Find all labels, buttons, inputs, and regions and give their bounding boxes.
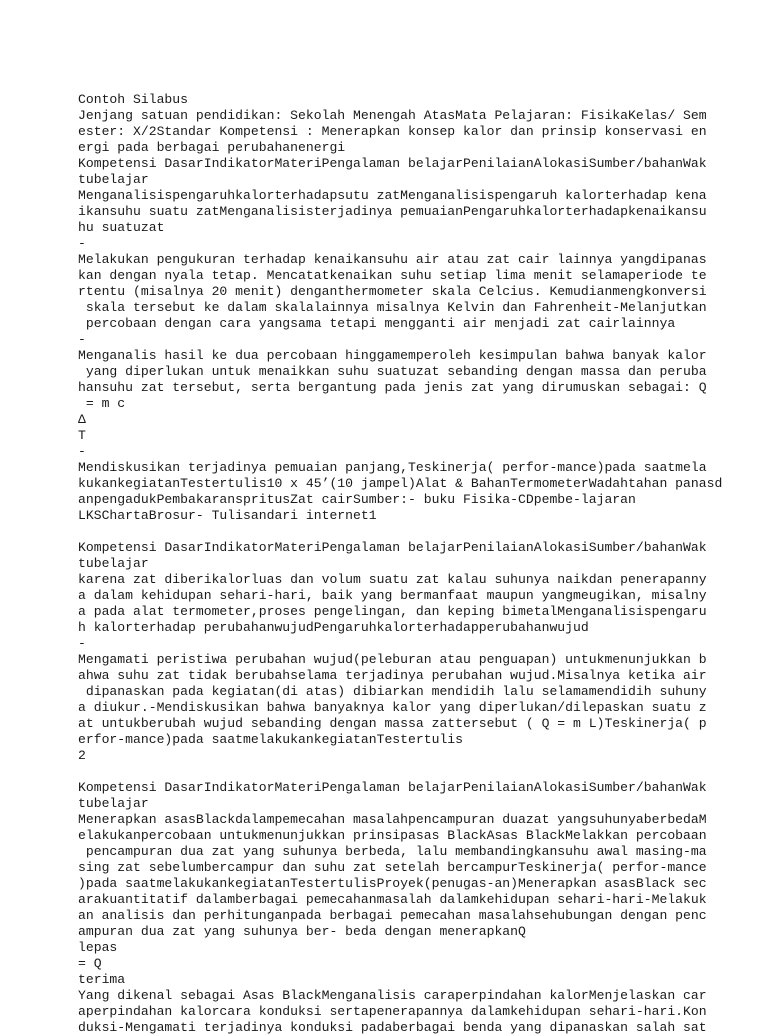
text-line: kan dengan nyala tetap. Mencatatkenaikan suhu setiap lima menit selamaperiode te <box>78 268 707 283</box>
text-line: Kompetensi DasarIndikatorMateriPengalaman belajarPenilaianAlokasiSumber/bahanWak <box>78 780 707 795</box>
text-line: Δ <box>78 412 86 427</box>
text-line: - <box>78 444 86 459</box>
text-line: a dalam kehidupan sehari-hari, baik yang bermanfaat maupun yangmeugikan, misalny <box>78 588 707 603</box>
text-line: Melakukan pengukuran terhadap kenaikansuhu air atau zat cair lainnya yangdipanas <box>78 252 707 267</box>
text-line: an analisis dan perhitunganpada berbagai pemecahan masalahsehubungan dengan penc <box>78 908 707 923</box>
text-line: terima <box>78 972 126 987</box>
text-line: Contoh Silabus <box>78 92 189 107</box>
text-line: ikansuhu suatu zatMenganalisisterjadinya pemuaianPengaruhkalorterhadapkenaikansu <box>78 204 707 219</box>
text-line: aperpindahan kalorcara konduksi sertapenerapannya dalamkehidupan sehari-hari.Kon <box>78 1004 707 1019</box>
text-line: arakuantitatif dalamberbagai pemecahanmasalah dalamkehidupan sehari-hari-Melakuk <box>78 892 707 907</box>
text-line: kukankegiatanTestertulis10 x 45’(10 jampel)Alat & BahanTermometerWadahtahan panasd <box>78 476 723 491</box>
text-line <box>78 764 758 780</box>
text-line: Jenjang satuan pendidikan: Sekolah Menengah AtasMata Pelajaran: FisikaKelas/ Sem <box>78 108 707 123</box>
text-line: lepas <box>78 940 118 955</box>
text-line: pencampuran dua zat yang suhunya berbeda, lalu membandingkansuhu awal masing-ma <box>78 844 707 859</box>
text-line: LKSChartaBrosur- Tulisandari internet1 <box>78 508 377 523</box>
text-line: ahwa suhu zat tidak berubahselama terjadinya perubahan wujud.Misalnya ketika air <box>78 668 707 683</box>
text-line: dipanaskan pada kegiatan(di atas) dibiarkan mendidih lalu selamamendidih suhuny <box>78 684 707 699</box>
text-line: - <box>78 636 86 651</box>
text-line: - <box>78 236 86 251</box>
text-line: skala tersebut ke dalam skalalainnya misalnya Kelvin dan Fahrenheit-Melanjutkan <box>78 300 707 315</box>
text-line: at untukberubah wujud sebanding dengan massa zattersebut ( Q = m L)Teskinerja( p <box>78 716 707 731</box>
text-line: ergi pada berbagai perubahanenergi <box>78 140 346 155</box>
text-line: Mendiskusikan terjadinya pemuaian panjang,Teskinerja( perfor-mance)pada saatmela <box>78 460 707 475</box>
text-line: Menganalis hasil ke dua percobaan hinggamemperoleh kesimpulan bahwa banyak kalor <box>78 348 707 363</box>
text-line: yang diperlukan untuk menaikkan suhu suatuzat sebanding dengan massa dan peruba <box>78 364 707 379</box>
document-page <box>78 92 758 1036</box>
text-line: ampuran dua zat yang suhunya ber- beda dengan menerapkanQ <box>78 924 526 939</box>
text-line: = Q <box>78 956 102 971</box>
text-line: rtentu (misalnya 20 menit) denganthermometer skala Celcius. Kemudianmengkonversi <box>78 284 707 299</box>
text-line: tubelajar <box>78 556 149 571</box>
text-line: 2 <box>78 748 86 763</box>
text-line: percobaan dengan cara yangsama tetapi mengganti air menjadi zat cairlainnya <box>78 316 676 331</box>
text-line: Kompetensi DasarIndikatorMateriPengalaman belajarPenilaianAlokasiSumber/bahanWak <box>78 156 707 171</box>
text-line: anpengadukPembakaranspritusZat cairSumber:- buku Fisika-CDpembe-lajaran <box>78 492 636 507</box>
text-line: Yang dikenal sebagai Asas BlackMenganalisis caraperpindahan kalorMenjelaskan car <box>78 988 707 1003</box>
text-line: = m c <box>78 396 126 411</box>
text-line: a pada alat termometer,proses pengelingan, dan keping bimetalMenganalisispengaru <box>78 604 707 619</box>
text-line: sing zat sebelumbercampur dan suhu zat setelah bercampurTeskinerja( perfor-mance <box>78 860 707 875</box>
text-line: tubelajar <box>78 172 149 187</box>
text-line: Menganalisispengaruhkalorterhadapsutu zatMenganalisispengaruh kalorterhadap kena <box>78 188 707 203</box>
text-line: tubelajar <box>78 796 149 811</box>
text-line: Mengamati peristiwa perubahan wujud(peleburan atau penguapan) untukmenunjukkan b <box>78 652 707 667</box>
text-line: - <box>78 332 86 347</box>
text-line: erfor-mance)pada saatmelakukankegiatanTestertulis <box>78 732 464 747</box>
text-line: hu suatuzat <box>78 220 165 235</box>
text-line: elakukanpercobaan untukmenunjukkan prinsipasas BlackAsas BlackMelakkan percobaan <box>78 828 707 843</box>
text-line: T <box>78 428 86 443</box>
text-line: Menerapkan asasBlackdalampemecahan masalahpencampuran duazat yangsuhunyaberbedaM <box>78 812 707 827</box>
text-line: karena zat diberikalorluas dan volum suatu zat kalau suhunya naikdan penerapanny <box>78 572 707 587</box>
text-line: h kalorterhadap perubahanwujudPengaruhkalorterhadapperubahanwujud <box>78 620 589 635</box>
text-line: a diukur.-Mendiskusikan bahwa banyaknya kalor yang diperlukan/dilepaskan suatu z <box>78 700 707 715</box>
text-line: ester: X/2Standar Kompetensi : Menerapkan konsep kalor dan prinsip konservasi en <box>78 124 707 139</box>
text-line: duksi-Mengamati terjadinya konduksi padaberbagai benda yang dipanaskan salah sat <box>78 1020 707 1035</box>
text-line <box>78 524 758 540</box>
text-line: hansuhu zat tersebut, serta bergantung pada jenis zat yang dirumuskan sebagai: Q <box>78 380 707 395</box>
text-line: Kompetensi DasarIndikatorMateriPengalaman belajarPenilaianAlokasiSumber/bahanWak <box>78 540 707 555</box>
text-line: )pada saatmelakukankegiatanTestertulisProyek(penugas-an)Menerapkan asasBlack sec <box>78 876 707 891</box>
